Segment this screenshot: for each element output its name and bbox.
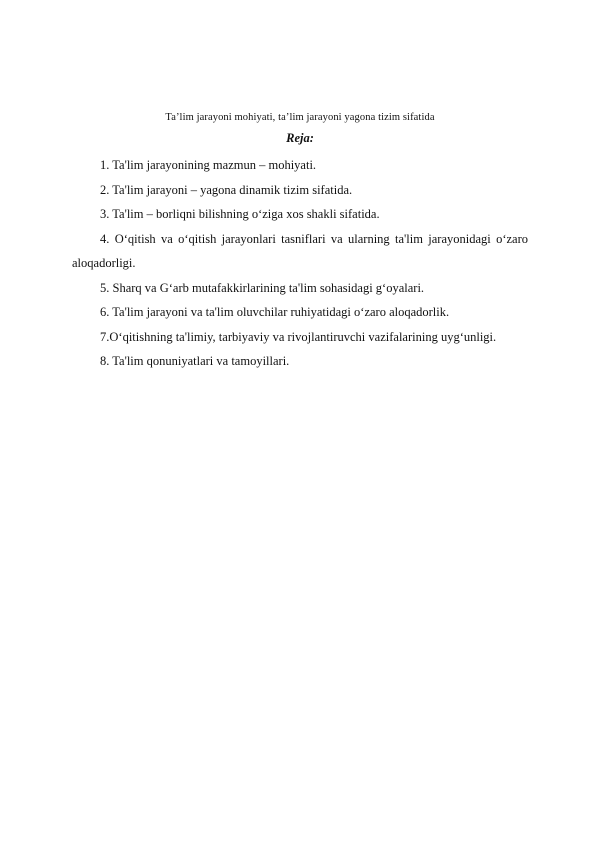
plan-item: 8. Ta'lim qonuniyatlari va tamoyillari.: [100, 354, 290, 368]
plan-item: 5. Sharq va G‘arb mutafakkirlarining ta'lim sohasidagi g‘oyalari.: [100, 280, 425, 295]
document-title: Ta’lim jarayoni mohiyati, ta’lim jarayoni yagona tizim sifatida: [165, 112, 435, 123]
plan-item: 1. Ta'lim jarayonining mazmun – mohiyati.: [100, 158, 317, 172]
plan-item: 4. O‘qitish va o‘qitish jarayonlari tasniflari va ularning ta'lim jarayonidagi o‘zaro aloqadorligi.: [72, 231, 528, 270]
plan-list: [72, 153, 528, 374]
plan-item: 2. Ta'lim jarayoni – yagona dinamik tizim sifatida.: [100, 182, 353, 197]
plan-heading: Reja:: [286, 131, 314, 145]
plan-item: 7.O‘qitishning ta'limiy, tarbiyaviy va rivojlantiruvchi vazifalarining uyg‘unligi.: [100, 329, 497, 344]
plan-item: 6. Ta'lim jarayoni va ta'lim oluvchilar ruhiyatidagi o‘zaro aloqadorlik.: [100, 305, 450, 319]
plan-item: 3. Ta'lim – borliqni bilishning o‘ziga xos shakli sifatida.: [100, 207, 380, 221]
